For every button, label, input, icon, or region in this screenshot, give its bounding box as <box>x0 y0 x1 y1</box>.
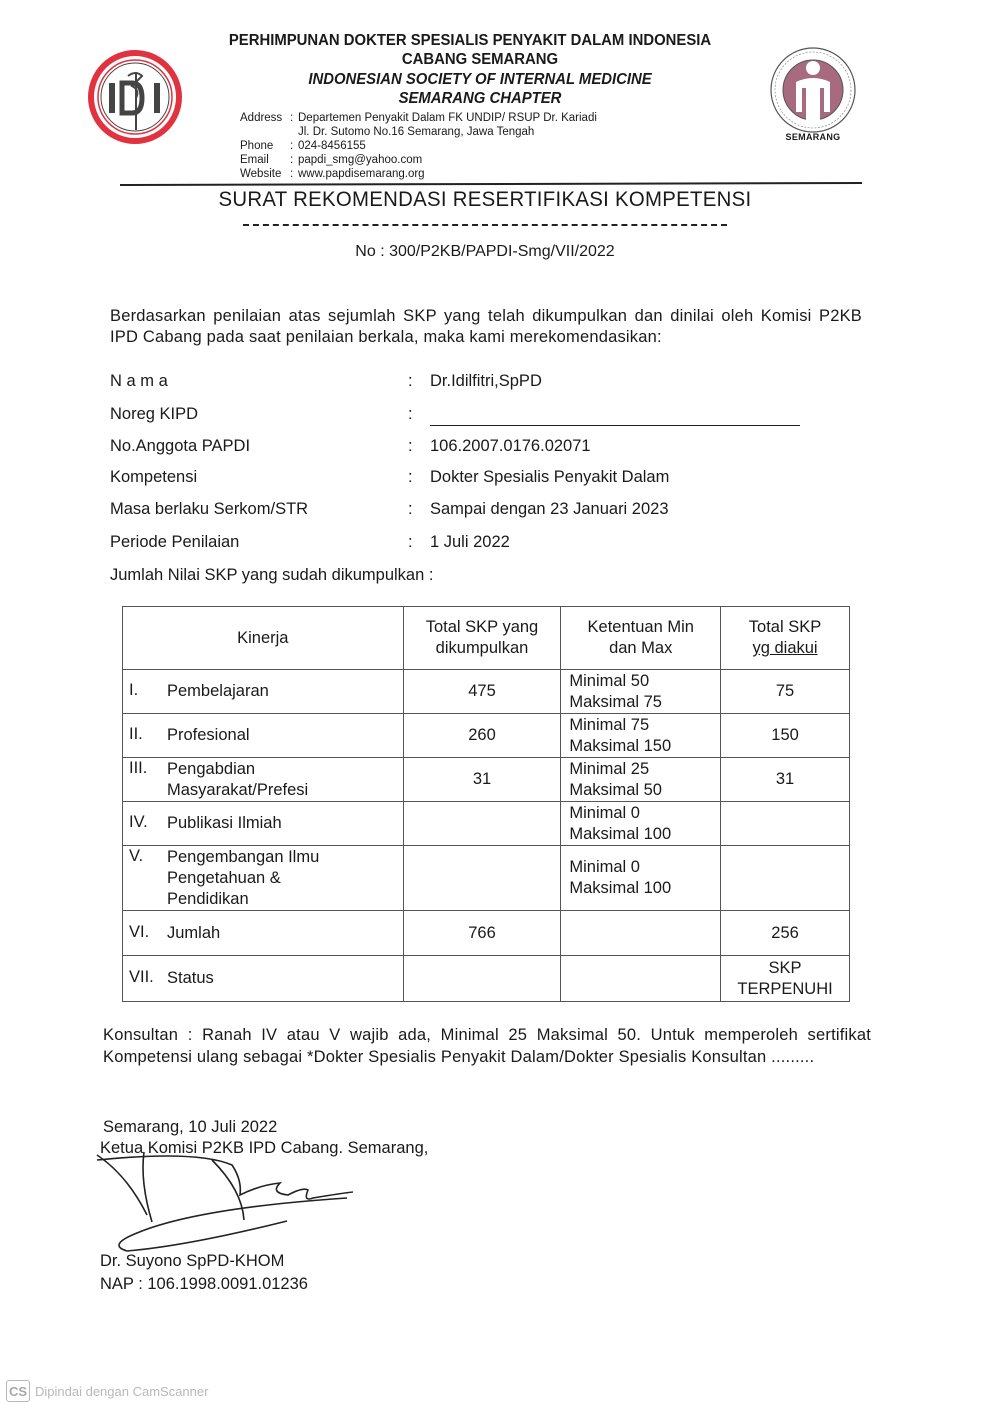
intro-paragraph: Berdasarkan penilaian atas sejumlah SKP yang telah dikumpulkan dan dinilai oleh Komisi P2KB IPD Cabang pada saat penilaian berkala, maka kami merekomendasikan: <box>110 307 862 346</box>
signer-name: Dr. Suyono SpPD-KHOM <box>100 1252 285 1270</box>
skp-table <box>122 606 850 1002</box>
table-row: VII. Status SKP TERPENUHI <box>123 956 850 1002</box>
table-row: II. Profesional 260 Minimal 75 Maksimal 150 150 <box>123 714 850 758</box>
signature-icon <box>92 1150 362 1260</box>
contact-address: Address : Departemen Penyakit Dalam FK UNDIP/ RSUP Dr. Kariadi <box>240 112 597 124</box>
table-row: VI. Jumlah 766 256 <box>123 911 850 956</box>
contact-email: Email : papdi_smg@yahoo.com <box>240 154 423 166</box>
branch-id: CABANG SEMARANG <box>401 51 559 68</box>
idi-logo <box>88 50 182 144</box>
place-date: Semarang, 10 Juli 2022 <box>103 1118 278 1136</box>
papdi-emblem-icon <box>766 46 860 140</box>
table-row: I. Pembelajaran 475 Minimal 50 Maksimal 75 75 <box>123 670 850 714</box>
signer-nap: NAP : 106.1998.0091.01236 <box>100 1275 308 1293</box>
contact-phone: Phone : 024-8456155 <box>240 140 366 152</box>
field-noreg-kipd: Noreg KIPD : <box>110 405 870 429</box>
contact-website: Website : www.papdisemarang.org <box>240 168 425 180</box>
header-ketentuan: Ketentuan Min dan Max <box>561 607 721 670</box>
header-kinerja: Kinerja <box>123 607 404 670</box>
field-no-anggota: No.Anggota PAPDI : 106.2007.0176.02071 <box>110 437 591 455</box>
header-total-diakui: Total SKP yg diakui <box>721 607 850 670</box>
contact-block <box>240 111 597 181</box>
header-total-dikumpulkan: Total SKP yang dikumpulkan <box>403 607 561 670</box>
idi-emblem-icon <box>88 50 182 144</box>
noreg-blank-line <box>430 425 800 426</box>
field-masa-berlaku: Masa berlaku Serkom/STR : Sampai dengan 23 Januari 2023 <box>110 500 669 518</box>
contact-address-line2: Jl. Dr. Sutomo No.16 Semarang, Jawa Tengah <box>298 126 535 138</box>
title-dashed-divider <box>243 224 727 226</box>
field-kompetensi: Kompetensi : Dokter Spesialis Penyakit Dalam <box>110 468 670 486</box>
consultant-note: Konsultan : Ranah IV atau V wajib ada, Minimal 25 Maksimal 50. Untuk memperoleh sertifikat Kompetensi ulang sebagai *Dokter Spesialis Penyakit Dalam/Dokter Spesialis Konsultan ......... <box>103 1026 871 1066</box>
table-header-row <box>123 607 850 670</box>
letterhead-divider <box>120 182 862 186</box>
document-title: SURAT REKOMENDASI RESERTIFIKASI KOMPETENSI <box>218 188 752 211</box>
org-name-en: INDONESIAN SOCIETY OF INTERNAL MEDICINE <box>308 71 652 88</box>
letter-number: No : 300/P2KB/PAPDI-Smg/VII/2022 <box>355 243 615 260</box>
watermark-text: Dipindai dengan CamScanner <box>35 1383 209 1399</box>
papdi-logo <box>766 46 860 140</box>
camscanner-icon: CS <box>6 1380 30 1402</box>
table-row: IV. Publikasi Ilmiah Minimal 0 Maksimal 100 <box>123 802 850 846</box>
signer-title: Ketua Komisi P2KB IPD Cabang. Semarang, <box>100 1139 429 1157</box>
field-nama: N a m a : Dr.Idilfitri,SpPD <box>110 372 542 390</box>
field-periode: Periode Penilaian : 1 Juli 2022 <box>110 533 510 551</box>
skp-intro: Jumlah Nilai SKP yang sudah dikumpulkan : <box>110 566 434 584</box>
status-cell: SKP TERPENUHI <box>721 956 850 1002</box>
org-name-id: PERHIMPUNAN DOKTER SPESIALIS PENYAKIT DALAM INDONESIA <box>228 32 712 49</box>
papdi-logo-caption: SEMARANG <box>785 132 841 142</box>
table-row: V. Pengembangan Ilmu Pengetahuan & Pendidikan Minimal 0 Maksimal 100 <box>123 846 850 911</box>
branch-en: SEMARANG CHAPTER <box>398 90 562 107</box>
table-row: III. Pengabdian Masyarakat/Prefesi 31 Minimal 25 Maksimal 50 31 <box>123 758 850 802</box>
camscanner-watermark <box>6 1380 208 1402</box>
